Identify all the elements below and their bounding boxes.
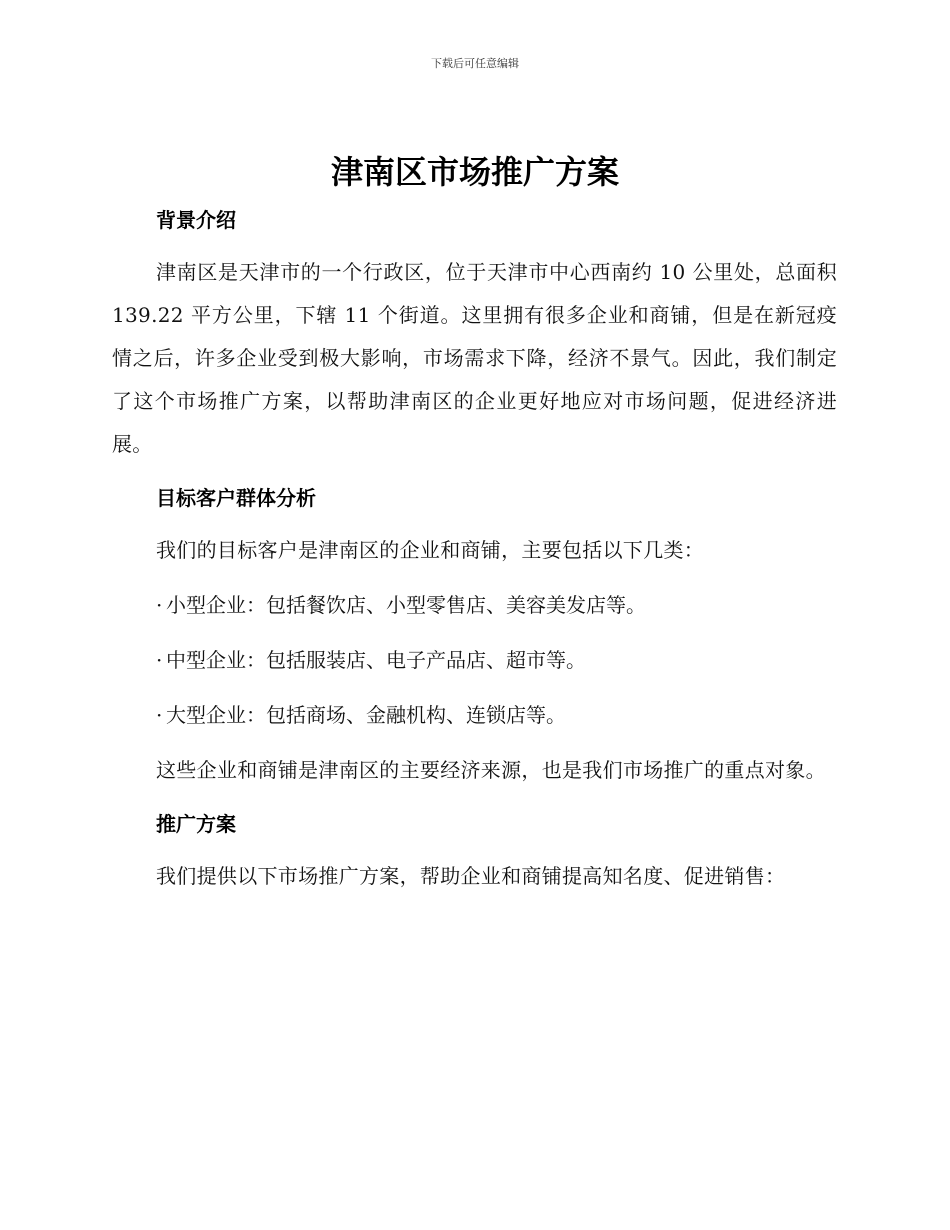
list-item-text: 小型企业：包括餐饮店、小型零售店、美容美发店等。 [166, 593, 646, 617]
paragraph-background: 津南区是天津市的一个行政区，位于天津市中心西南约 10 公里处，总面积 139.22 平方公里，下辖 11 个街道。这里拥有很多企业和商铺，但是在新冠疫情之后，许多企业受到极大影响，市场需求下降，经济不景气。因此，我们制定了这个市场推广方案，以帮助津南区的企业更好地应对市场问题，促进经济进展。 [112, 260, 837, 456]
bullet-icon: · [156, 703, 163, 727]
list-item [112, 694, 837, 737]
list-item-text: 中型企业：包括服装店、电子产品店、超市等。 [166, 648, 586, 672]
header-note: 下载后可任意编辑 [431, 57, 519, 70]
paragraph-target-intro: 我们的目标客户是津南区的企业和商铺，主要包括以下几类： [156, 538, 705, 562]
bullet-icon: · [156, 593, 163, 617]
paragraph-target-closing: 这些企业和商铺是津南区的主要经济来源，也是我们市场推广的重点对象。 [156, 758, 826, 782]
section-heading-background: 背景介绍 [156, 208, 236, 232]
document-body [112, 200, 837, 898]
list-item [112, 584, 837, 627]
bullet-icon: · [156, 648, 163, 672]
section-heading-plan: 推广方案 [156, 812, 236, 836]
section-heading-target: 目标客户群体分析 [156, 486, 316, 510]
paragraph-plan-intro: 我们提供以下市场推广方案，帮助企业和商铺提高知名度、促进销售： [156, 864, 786, 888]
list-item [112, 639, 837, 682]
list-item-text: 大型企业：包括商场、金融机构、连锁店等。 [166, 703, 566, 727]
document-title: 津南区市场推广方案 [330, 153, 619, 191]
